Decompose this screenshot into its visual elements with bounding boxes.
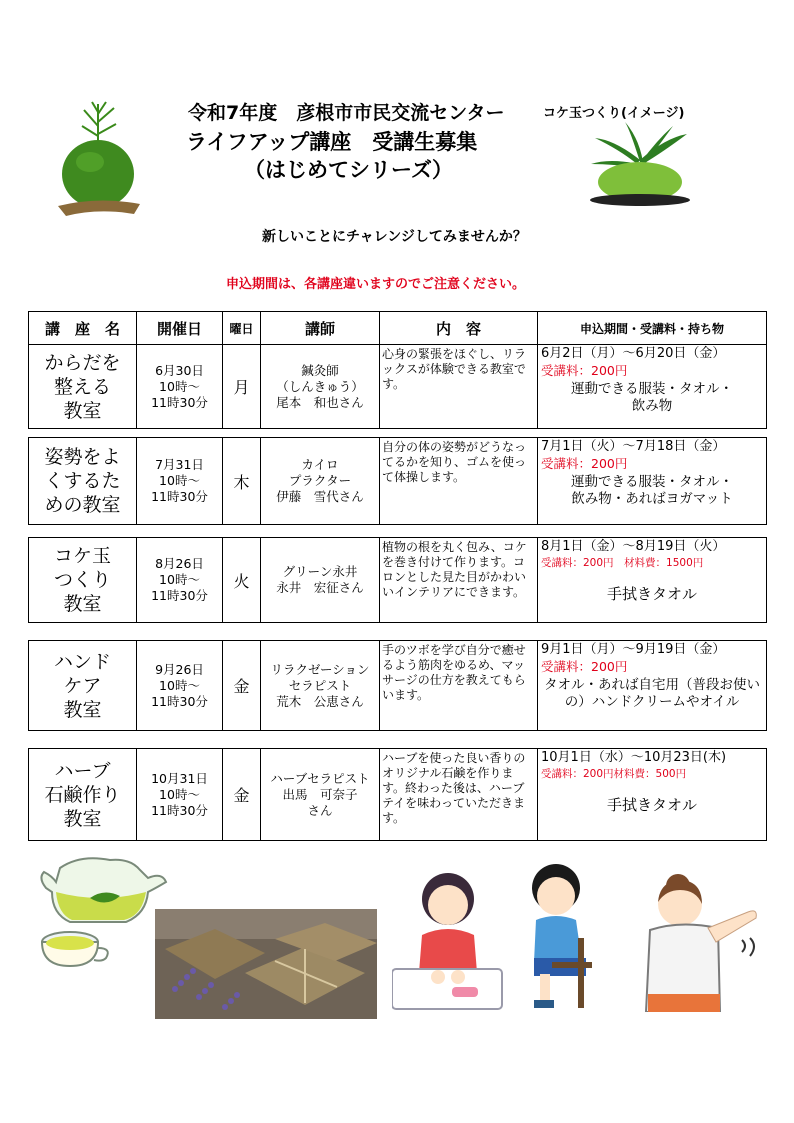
- items-to-bring: 運動できる服装・タオル・ 飲み物: [571, 381, 733, 414]
- title-line-3: （はじめてシリーズ）: [244, 158, 453, 182]
- course-fee: 受講料：200円: [541, 659, 628, 674]
- header-instructor: 講師: [261, 312, 380, 345]
- course-name: コケ玉 つくり 教室: [29, 538, 137, 623]
- items-to-bring: タオル・あれば自宅用（普段お使いの）ハンドクリームやオイル: [544, 677, 760, 710]
- course-name: ハーブ 石鹸作り 教室: [29, 749, 137, 841]
- application-notice: 申込期間は、各講座違いますのでご注意ください。: [226, 277, 526, 292]
- application-period: 10月1日（水）～10月23日(木): [541, 750, 727, 765]
- course-weekday: 月: [223, 345, 261, 429]
- course-fee: 受講料：200円材料費：500円: [541, 768, 687, 780]
- course-content: 手のツボを学び自分で癒せるよう筋肉をゆるめ、マッサージの仕方を教えてもらいます。: [380, 641, 538, 731]
- course-application: [538, 345, 767, 429]
- course-row: [28, 748, 767, 841]
- header-course-name: 講 座 名: [29, 312, 137, 345]
- course-date: 8月26日 10時～ 11時30分: [137, 538, 223, 623]
- course-content: 自分の体の姿勢がどうなってるかを知り、ゴムを使って体操します。: [380, 438, 538, 525]
- course-date: 10月31日 10時～ 11時30分: [137, 749, 223, 841]
- header-date: 開催日: [137, 312, 223, 345]
- course-weekday: 木: [223, 438, 261, 525]
- child-hand-care-illustration: [392, 865, 510, 1015]
- course-application: [538, 641, 767, 731]
- header-weekday: 曜日: [223, 312, 261, 345]
- title-line-2: ライフアップ講座 受講生募集: [186, 130, 478, 154]
- application-period: 8月1日（金）～8月19日（火）: [541, 539, 726, 554]
- course-name: からだを 整える 教室: [29, 345, 137, 429]
- items-to-bring: 手拭きタオル: [606, 585, 697, 603]
- header-content: 内 容: [380, 312, 538, 345]
- application-period: 7月1日（火）～7月18日（金）: [541, 439, 726, 454]
- tagline: 新しいことにチャレンジしてみませんか？: [262, 229, 527, 245]
- course-name: 姿勢をよ くするた めの教室: [29, 438, 137, 525]
- herb-tea-illustration: [30, 848, 170, 970]
- course-row: [28, 344, 767, 429]
- course-application: [538, 438, 767, 525]
- course-application: [538, 749, 767, 841]
- course-row: [28, 437, 767, 525]
- application-period: 6月2日（月）～6月20日（金）: [541, 346, 726, 361]
- boy-sitting-illustration: [512, 858, 612, 1013]
- course-fee: 受講料：200円 材料費：1500円: [541, 557, 704, 569]
- course-row: [28, 537, 767, 623]
- course-application: [538, 538, 767, 623]
- course-row: [28, 640, 767, 731]
- title-line-1: 令和7年度 彦根市市民交流センター: [188, 102, 505, 124]
- woman-stretching-illustration: [630, 862, 770, 1012]
- course-weekday: 金: [223, 641, 261, 731]
- course-date: 7月31日 10時～ 11時30分: [137, 438, 223, 525]
- course-fee: 受講料：200円: [541, 363, 628, 378]
- course-content: 植物の根を丸く包み、コケを巻き付けて作ります。コロンとした見た目がかわいいインテリアにできます。: [380, 538, 538, 623]
- course-weekday: 火: [223, 538, 261, 623]
- course-instructor: ハーブセラピスト 出馬 可奈子 さん: [261, 749, 380, 841]
- course-weekday: 金: [223, 749, 261, 841]
- kokedama-right-illustration: [585, 120, 695, 210]
- course-content: 心身の緊張をほぐし、リラックスが体験できる教室です。: [380, 345, 538, 429]
- course-instructor: グリーン永井 永井 宏征さん: [261, 538, 380, 623]
- course-instructor: 鍼灸師 （しんきゅう） 尾本 和也さん: [261, 345, 380, 429]
- course-table-header: [28, 311, 767, 345]
- items-to-bring: 運動できる服装・タオル・ 飲み物・あればヨガマット: [571, 474, 733, 507]
- course-instructor: カイロ プラクター 伊藤 雪代さん: [261, 438, 380, 525]
- course-date: 9月26日 10時～ 11時30分: [137, 641, 223, 731]
- items-to-bring: 手拭きタオル: [606, 796, 697, 814]
- kokedama-left-illustration: [48, 96, 148, 220]
- course-instructor: リラクゼーション セラピスト 荒木 公恵さん: [261, 641, 380, 731]
- herb-soap-photo: [155, 909, 377, 1019]
- header-application: 申込期間・受講料・持ち物: [538, 312, 767, 345]
- kokedama-caption: コケ玉つくり(イメージ): [543, 106, 685, 121]
- course-fee: 受講料：200円: [541, 456, 628, 471]
- course-content: ハーブを使った良い香りのオリジナル石鹸を作ります。終わった後は、ハーブテイを味わっていただきます。: [380, 749, 538, 841]
- course-date: 6月30日 10時～ 11時30分: [137, 345, 223, 429]
- application-period: 9月1日（月）～9月19日（金）: [541, 642, 726, 657]
- course-name: ハンド ケア 教室: [29, 641, 137, 731]
